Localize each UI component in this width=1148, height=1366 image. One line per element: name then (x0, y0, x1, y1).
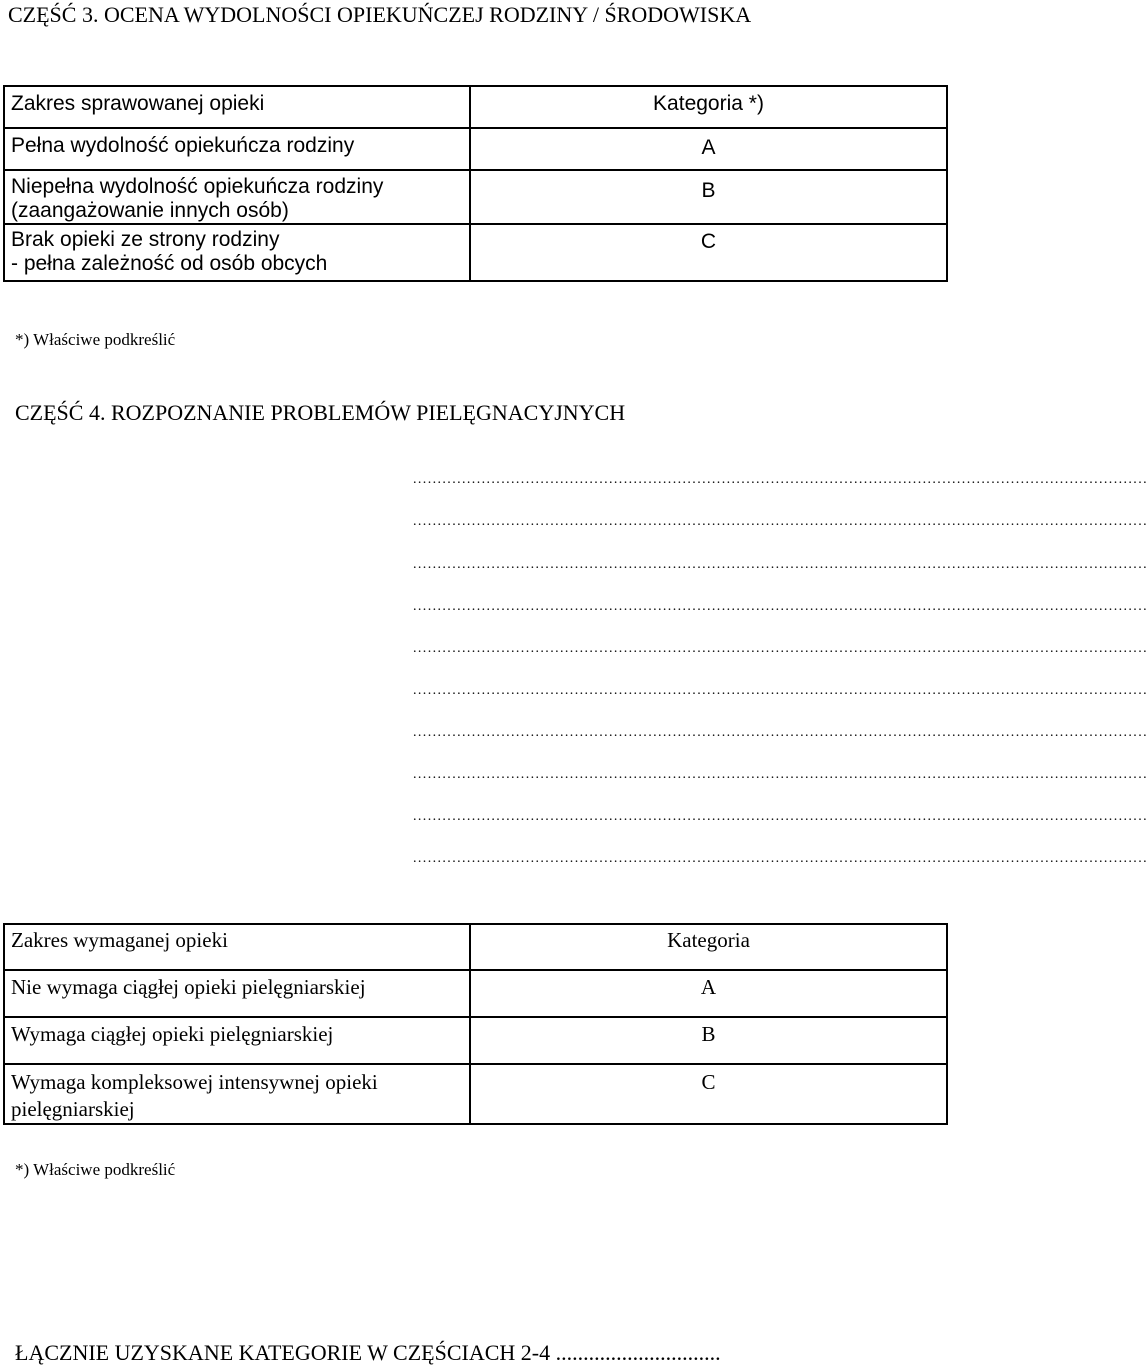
header-care-scope: Zakres sprawowanej opieki (4, 86, 470, 128)
row-category: A (470, 128, 947, 170)
header-category: Kategoria *) (470, 86, 947, 128)
header-category: Kategoria (470, 924, 947, 970)
nursing-care-table (3, 923, 948, 1125)
row-label (4, 224, 470, 281)
dotted-line: ...................................................................................................................................................... (413, 514, 1148, 529)
row-label (4, 1064, 470, 1124)
table-row (4, 224, 947, 281)
row-label-line: Wymaga ciągłej opieki pielęgniarskiej (11, 1022, 334, 1046)
row-category: B (470, 170, 947, 224)
dotted-line: ...................................................................................................................................................... (413, 599, 1148, 614)
row-label-line: Pełna wydolność opiekuńcza rodziny (11, 134, 355, 157)
row-label-line: Nie wymaga ciągłej opieki pielęgniarskiej (11, 975, 366, 999)
dotted-line: ...................................................................................................................................................... (413, 472, 1148, 487)
care-table-footnote: *) Właściwe podkreślić (15, 1160, 176, 1179)
part3-footnote: *) Właściwe podkreślić (15, 330, 176, 349)
row-label (4, 1017, 470, 1064)
table-row (4, 170, 947, 224)
row-category: C (470, 224, 947, 281)
dotted-line: ...................................................................................................................................................... (413, 809, 1148, 824)
table-row (4, 128, 947, 170)
table-header-row (4, 924, 947, 970)
dotted-line: ...................................................................................................................................................... (413, 683, 1148, 698)
dotted-line: ...................................................................................................................................................... (413, 725, 1148, 740)
row-label (4, 128, 470, 170)
header-care-scope: Zakres wymaganej opieki (4, 924, 470, 970)
row-label-line: - pełna zależność od osób obcych (11, 252, 328, 275)
row-label-line: Niepełna wydolność opiekuńcza rodziny (11, 175, 384, 198)
row-label-line: Brak opieki ze strony rodziny (11, 228, 280, 251)
table-header-row (4, 86, 947, 128)
row-label (4, 170, 470, 224)
table-row (4, 1017, 947, 1064)
dotted-line: ...................................................................................................................................................... (413, 641, 1148, 656)
part4-title: CZĘŚĆ 4. ROZPOZNANIE PROBLEMÓW PIELĘGNACYJNYCH (15, 400, 626, 425)
total-categories-label: ŁĄCZNIE UZYSKANE KATEGORIE W CZĘŚCIACH 2-4 .............................. (15, 1340, 721, 1365)
row-label (4, 970, 470, 1017)
dotted-line: ...................................................................................................................................................... (413, 851, 1148, 866)
table-row (4, 1064, 947, 1124)
family-care-capacity-table (3, 85, 948, 282)
row-category: A (470, 970, 947, 1017)
row-label-line: Wymaga kompleksowej intensywnej opieki (11, 1070, 378, 1094)
part3-title: CZĘŚĆ 3. OCENA WYDOLNOŚCI OPIEKUŃCZEJ RODZINY / ŚRODOWISKA (8, 2, 752, 27)
table-row (4, 970, 947, 1017)
row-label-line: (zaangażowanie innych osób) (11, 199, 289, 222)
row-category: B (470, 1017, 947, 1064)
dotted-line: ...................................................................................................................................................... (413, 557, 1148, 572)
row-category: C (470, 1064, 947, 1124)
row-label-line: pielęgniarskiej (11, 1097, 135, 1121)
dotted-line: ...................................................................................................................................................... (413, 767, 1148, 782)
